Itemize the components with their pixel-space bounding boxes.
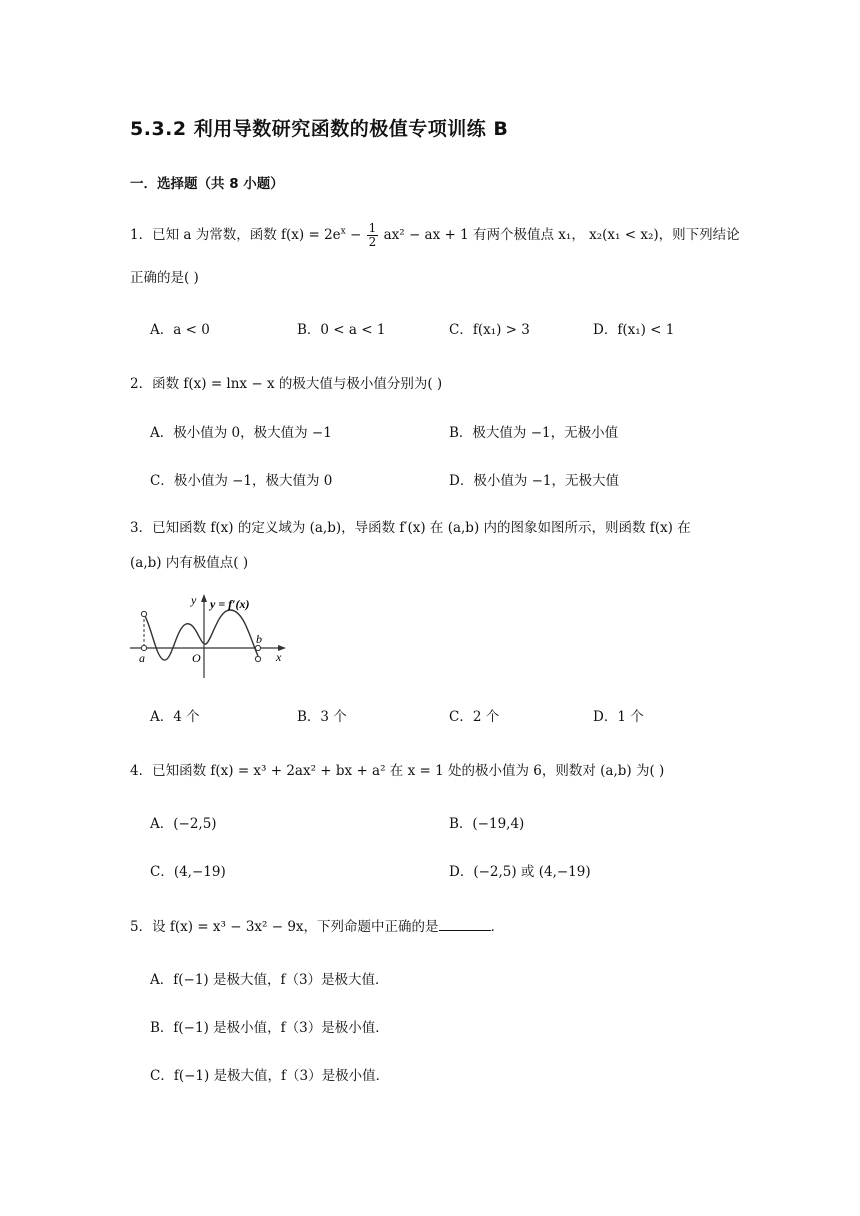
q3-option-d[interactable]: D．1 个 — [593, 709, 644, 725]
q4-option-a[interactable]: A．(−2,5) — [150, 816, 217, 832]
q4-option-c[interactable]: C．(4,−19) — [150, 864, 226, 880]
question-3-line-1: 3．已知函数 f(x) 的定义域为 (a,b)，导函数 f′(x) 在 (a,b) 内的图象如图所示，则函数 f(x) 在 — [130, 520, 691, 536]
q2-option-a[interactable]: A．极小值为 0，极大值为 −1 — [150, 425, 332, 441]
q2-option-d[interactable]: D．极小值为 −1，无极大值 — [449, 473, 620, 489]
endpoint-b-open — [255, 656, 260, 661]
answer-blank — [439, 918, 491, 931]
derivative-graph — [128, 588, 288, 682]
q1-option-a[interactable]: A．a < 0 — [150, 322, 210, 338]
q1-option-d[interactable]: D．f(x₁) < 1 — [593, 322, 675, 338]
q1-option-b[interactable]: B．0 < a < 1 — [297, 322, 386, 338]
section-heading: 一．选择题（共 8 小题） — [130, 176, 284, 192]
question-2-stem: 2．函数 f(x) = lnx − x 的极大值与极小值分别为( ) — [130, 376, 443, 392]
q1-lead: 1．已知 a 为常数，函数 — [130, 227, 277, 243]
q3-option-a[interactable]: A．4 个 — [150, 709, 200, 725]
q1-formula: $f(x) = 2e^x$ − $\frac{1}{2}$ ax² − ax + 1 — [281, 221, 469, 249]
label-curve: y = f′(x) — [210, 597, 250, 611]
label-b: b — [256, 632, 262, 646]
label-a: a — [139, 651, 145, 665]
q3-option-c[interactable]: C．2 个 — [449, 709, 500, 725]
derivative-curve — [144, 610, 258, 660]
question-5-stem: 5．设 f(x) = x³ − 3x² − 9x，下列命题中正确的是 ． — [130, 919, 505, 935]
q1-fraction: $\frac{1}{2}$ — [368, 221, 377, 249]
q1-x2: x₂(x₁ < x₂) — [589, 227, 659, 243]
q4-option-b[interactable]: B．(−19,4) — [449, 816, 525, 832]
question-4-stem: 4．已知函数 f(x) = x³ + 2ax² + bx + a² 在 x = 1 处的极小值为 6，则数对 (a,b) 为( ) — [130, 763, 665, 779]
y-axis-arrow — [201, 594, 207, 602]
question-1-line-2: 正确的是( ) — [130, 270, 199, 286]
endpoint-a-open — [141, 611, 146, 616]
document-title: 5.3.2 利用导数研究函数的极值专项训练 B — [130, 118, 509, 140]
q1-middle: 有两个极值点 — [473, 227, 554, 243]
question-3-line-2: (a,b) 内有极值点( ) — [130, 555, 249, 571]
label-y: y — [191, 593, 197, 607]
q3-option-b[interactable]: B．3 个 — [297, 709, 347, 725]
q2-option-c[interactable]: C．极小值为 −1，极大值为 0 — [150, 473, 333, 489]
q2-option-b[interactable]: B．极大值为 −1，无极小值 — [449, 425, 619, 441]
point-b-axis — [255, 645, 260, 650]
q1-x1: x₁ — [558, 227, 572, 243]
point-a-axis — [141, 645, 146, 650]
question-1-line-1: 1．已知 a 为常数，函数 $f(x) = 2e^x$ − $\frac{1}{2}$ ax² − ax + 1 有两个极值点 x₁， x₂(x₁ < x₂)，则下列结论 — [130, 221, 740, 249]
q5-option-c[interactable]: C．f(−1) 是极大值，f（3）是极小值． — [150, 1068, 390, 1084]
q1-option-c[interactable]: C．f(x₁) > 3 — [449, 322, 530, 338]
label-x: x — [276, 650, 282, 664]
q4-option-d[interactable]: D．(−2,5) 或 (4,−19) — [449, 864, 591, 880]
q5-option-b[interactable]: B．f(−1) 是极小值，f（3）是极小值． — [150, 1020, 389, 1036]
label-origin: O — [192, 651, 201, 665]
q5-option-a[interactable]: A．f(−1) 是极大值，f（3）是极大值． — [150, 972, 389, 988]
